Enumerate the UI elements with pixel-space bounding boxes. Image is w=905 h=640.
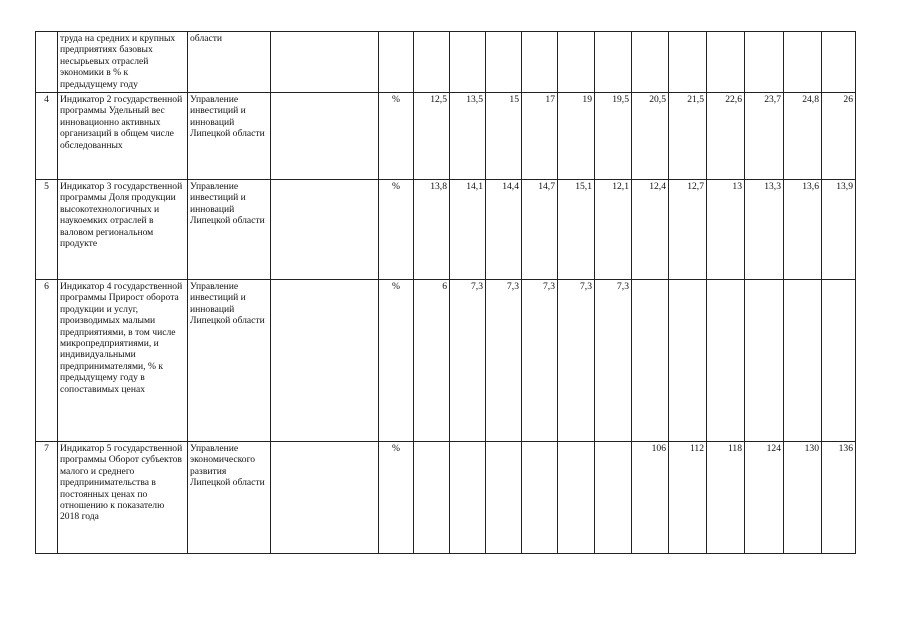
value-cell: 7,3 <box>558 280 595 442</box>
indicator-name-cell: Индикатор 5 государственной программы Оборот субъектов малого и среднего предпринимательства в постоянных ценах по отношению к показателю 2018 года <box>58 442 188 554</box>
table-row <box>36 32 856 93</box>
value-cell <box>784 280 822 442</box>
value-cell: 6 <box>414 280 450 442</box>
empty-cell <box>271 442 379 554</box>
value-cell <box>632 280 669 442</box>
row-number-cell <box>36 32 58 93</box>
value-cell: 14,7 <box>522 180 558 280</box>
unit-cell: % <box>379 442 414 554</box>
table-row <box>36 93 856 180</box>
value-cell: 21,5 <box>669 93 707 180</box>
empty-cell <box>271 280 379 442</box>
value-cell: 12,4 <box>632 180 669 280</box>
value-cell <box>486 32 522 93</box>
value-cell: 19,5 <box>595 93 632 180</box>
value-cell <box>414 32 450 93</box>
executor-cell: области <box>188 32 271 93</box>
value-cell <box>522 442 558 554</box>
value-cell: 112 <box>669 442 707 554</box>
value-cell: 13,5 <box>450 93 486 180</box>
value-cell: 23,7 <box>745 93 784 180</box>
indicator-name-cell: труда на средних и крупных предприятиях базовых несырьевых отраслей экономики в % к предыдущему году <box>58 32 188 93</box>
indicator-name-cell: Индикатор 4 государственной программы Прирост оборота продукции и услуг, производимых малыми предприятиями, в том числе микропредприятиями, и индивидуальными предпринимателями, % к предыдущему году в сопоставимых ценах <box>58 280 188 442</box>
value-cell: 118 <box>707 442 745 554</box>
row-number-cell: 4 <box>36 93 58 180</box>
value-cell <box>669 280 707 442</box>
value-cell: 13,9 <box>822 180 856 280</box>
value-cell: 7,3 <box>486 280 522 442</box>
indicator-name-cell: Индикатор 2 государственной программы Удельный вес инновационно активных организаций в общем числе обследованных <box>58 93 188 180</box>
executor-cell: Управление инвестиций и инноваций Липецкой области <box>188 180 271 280</box>
value-cell <box>595 442 632 554</box>
value-cell: 14,4 <box>486 180 522 280</box>
unit-cell: % <box>379 180 414 280</box>
value-cell <box>707 32 745 93</box>
value-cell: 106 <box>632 442 669 554</box>
table-row <box>36 442 856 554</box>
value-cell: 17 <box>522 93 558 180</box>
value-cell: 12,5 <box>414 93 450 180</box>
value-cell: 136 <box>822 442 856 554</box>
unit-cell: % <box>379 93 414 180</box>
value-cell <box>414 442 450 554</box>
value-cell <box>745 32 784 93</box>
value-cell <box>450 32 486 93</box>
row-number-cell: 5 <box>36 180 58 280</box>
value-cell: 15,1 <box>558 180 595 280</box>
value-cell: 22,6 <box>707 93 745 180</box>
executor-cell: Управление инвестиций и инноваций Липецкой области <box>188 280 271 442</box>
indicator-name-cell: Индикатор 3 государственной программы Доля продукции высокотехнологичных и наукоемких отраслей в валовом региональном продукте <box>58 180 188 280</box>
value-cell: 13,6 <box>784 180 822 280</box>
value-cell: 12,7 <box>669 180 707 280</box>
value-cell <box>558 442 595 554</box>
value-cell: 13 <box>707 180 745 280</box>
value-cell <box>822 32 856 93</box>
value-cell: 7,3 <box>450 280 486 442</box>
value-cell <box>822 280 856 442</box>
unit-cell: % <box>379 280 414 442</box>
value-cell: 26 <box>822 93 856 180</box>
table-row <box>36 180 856 280</box>
value-cell: 24,8 <box>784 93 822 180</box>
value-cell: 7,3 <box>522 280 558 442</box>
value-cell <box>558 32 595 93</box>
row-number-cell: 6 <box>36 280 58 442</box>
value-cell <box>595 32 632 93</box>
value-cell: 12,1 <box>595 180 632 280</box>
value-cell: 7,3 <box>595 280 632 442</box>
row-number-cell: 7 <box>36 442 58 554</box>
value-cell <box>522 32 558 93</box>
value-cell: 14,1 <box>450 180 486 280</box>
value-cell: 130 <box>784 442 822 554</box>
indicators-table <box>35 31 856 554</box>
value-cell <box>669 32 707 93</box>
table-body <box>36 32 856 554</box>
value-cell: 20,5 <box>632 93 669 180</box>
value-cell: 19 <box>558 93 595 180</box>
empty-cell <box>271 32 379 93</box>
value-cell <box>784 32 822 93</box>
empty-cell <box>271 93 379 180</box>
value-cell: 124 <box>745 442 784 554</box>
value-cell <box>450 442 486 554</box>
value-cell <box>745 280 784 442</box>
executor-cell: Управление экономического развития Липецкой области <box>188 442 271 554</box>
value-cell: 13,3 <box>745 180 784 280</box>
unit-cell <box>379 32 414 93</box>
empty-cell <box>271 180 379 280</box>
executor-cell: Управление инвестиций и инноваций Липецкой области <box>188 93 271 180</box>
table-row <box>36 280 856 442</box>
value-cell: 13,8 <box>414 180 450 280</box>
value-cell <box>632 32 669 93</box>
value-cell <box>707 280 745 442</box>
value-cell <box>486 442 522 554</box>
value-cell: 15 <box>486 93 522 180</box>
